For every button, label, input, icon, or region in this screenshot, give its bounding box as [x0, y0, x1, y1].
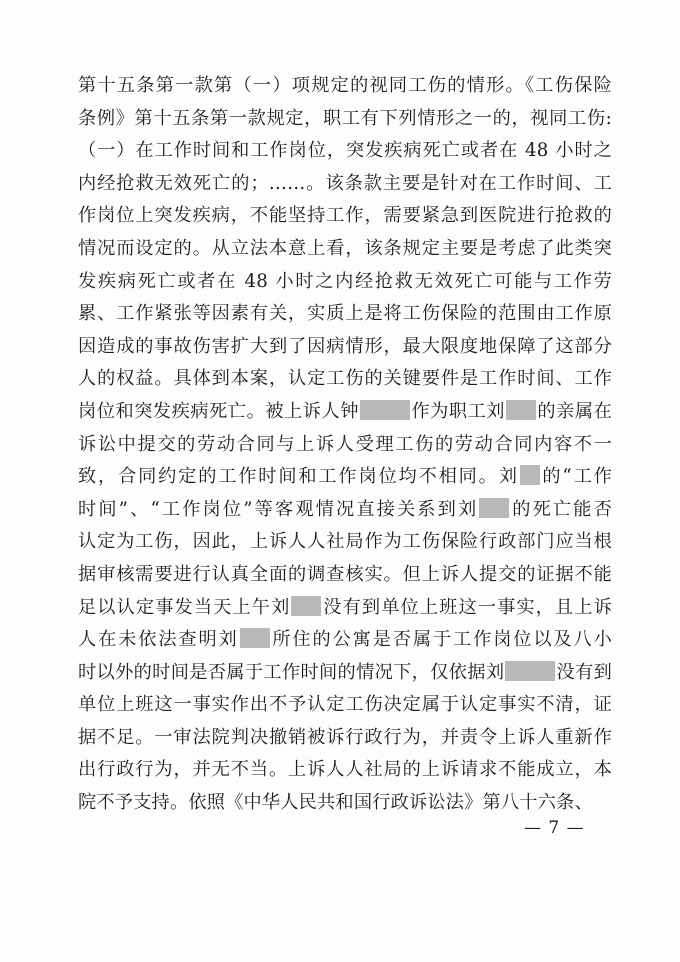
text-line: 据不足。一审法院判决撤销被诉行政行为，并责令上诉人重新作	[78, 726, 612, 748]
text-line	[78, 657, 612, 690]
text-fragment: 时间”、“工作岗位”等客观情况直接关系到刘	[78, 498, 479, 520]
redaction-block	[506, 400, 536, 420]
redaction-block	[520, 465, 540, 485]
text-line: 人的权益。具体到本案，认定工伤的关键要件是工作时间、工作	[78, 368, 612, 390]
text-fragment: 没有到单位上班这一事实，且上诉	[322, 596, 612, 618]
text-line: 累、工作紧张等因素有关，实质上是将工伤保险的范围由工作原	[78, 303, 612, 325]
text-line	[78, 461, 612, 494]
text-line: 发疾病死亡或者在 48 小时之内经抢救无效死亡可能与工作劳	[78, 270, 612, 292]
text-fragment: 岗位和突发疾病死亡。被上诉人钟	[78, 400, 360, 422]
text-line: 单位上班这一事实作出不予认定工伤决定属于认定事实不清，证	[78, 694, 612, 716]
text-fragment: 致，合同约定的工作时间和工作岗位均不相同。刘	[78, 466, 519, 488]
text-fragment: 所住的公寓是否属于工作岗位以及八小	[270, 629, 612, 651]
redaction-block	[479, 498, 509, 518]
text-line: 认定为工伤，因此，上诉人人社局作为工伤保险行政部门应当根	[78, 531, 612, 553]
text-line: 内经抢救无效死亡的；……。该条款主要是针对在工作时间、工	[78, 172, 612, 194]
text-fragment: 的“工作	[540, 466, 612, 488]
text-fragment: 的亲属在	[537, 400, 612, 422]
text-line: 据审核需要进行认真全面的调查核实。但上诉人提交的证据不能	[78, 563, 612, 585]
text-line: 诉讼中提交的劳动合同与上诉人受理工伤的劳动合同内容不一	[78, 433, 612, 455]
text-line	[78, 396, 612, 429]
text-fragment: 作为职工刘	[411, 400, 506, 422]
text-fragment: 没有到	[556, 661, 612, 683]
text-line: 因造成的事故伤害扩大到了因病情形，最大限度地保障了这部分	[78, 335, 612, 357]
text-line: （一）在工作时间和工作岗位，突发疾病死亡或者在 48 小时之	[78, 140, 612, 162]
text-fragment: 的死亡能否	[510, 498, 612, 520]
page-number: — 7 —	[524, 818, 585, 838]
text-line	[78, 592, 612, 625]
text-fragment: 人在未依法查明刘	[78, 629, 239, 651]
text-line: 情况而设定的。从立法本意上看，该条规定主要是考虑了此类突	[78, 237, 612, 259]
text-line: 出行政行为，并无不当。上诉人人社局的上诉请求不能成立，本	[78, 759, 612, 781]
redaction-block	[291, 596, 321, 616]
text-line	[78, 494, 612, 527]
text-line: 条例》第十五条第一款规定，职工有下列情形之一的，视同工伤:	[78, 107, 612, 129]
text-fragment: 足以认定事发当天上午刘	[78, 596, 291, 618]
text-line: 作岗位上突发疾病，不能坚持工作，需要紧急到医院进行抢救的	[78, 205, 612, 227]
text-line	[78, 624, 612, 657]
redaction-block	[360, 400, 410, 420]
text-line: 院不予支持。依照《中华人民共和国行政诉讼法》第八十六条、	[78, 792, 593, 814]
text-line: 第十五条第一款第（一）项规定的视同工伤的情形。《工伤保险	[78, 75, 612, 96]
redaction-block	[240, 628, 270, 648]
body-text	[78, 70, 612, 820]
redaction-block	[505, 661, 555, 681]
text-fragment: 时以外的时间是否属于工作时间的情况下，仅依据刘	[78, 661, 505, 683]
